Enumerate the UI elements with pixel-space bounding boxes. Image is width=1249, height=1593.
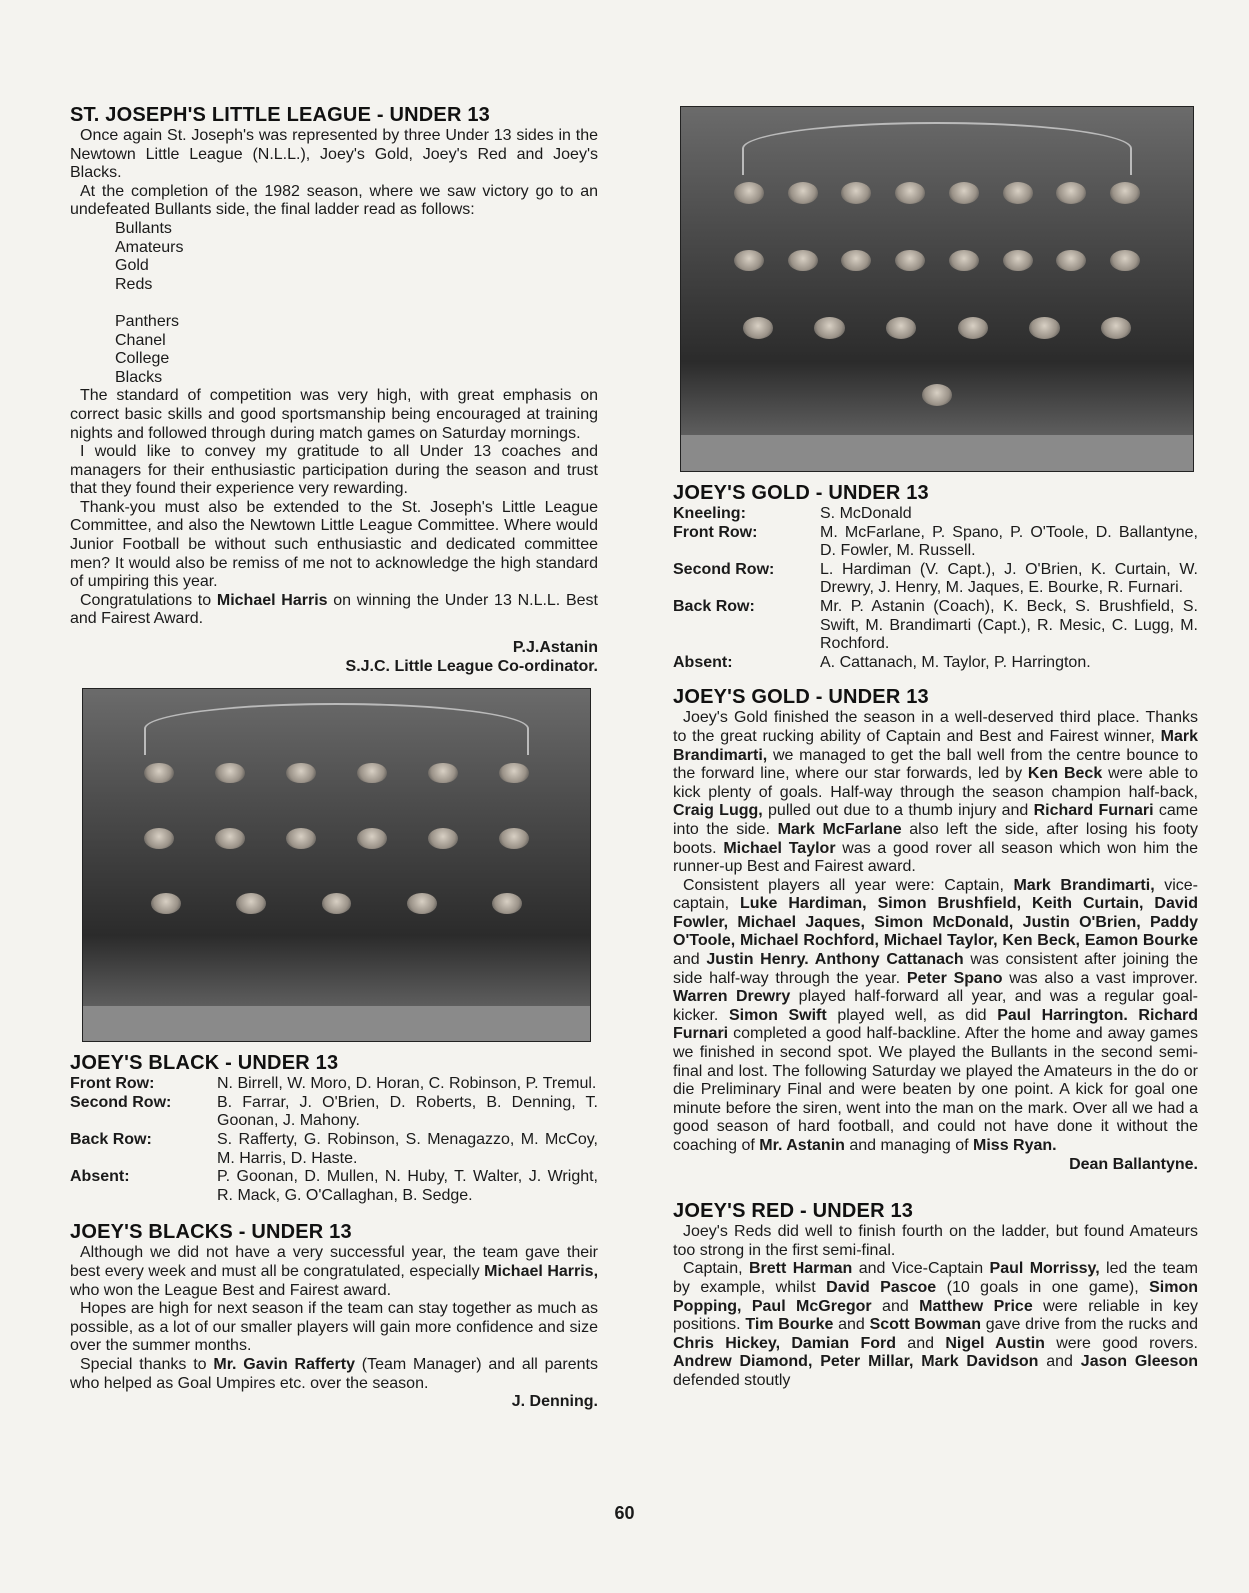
ladder-item: Gold: [115, 257, 149, 275]
bold-name: Paul Morrissy,: [989, 1260, 1100, 1278]
bold-name: David Pascoe: [826, 1278, 937, 1296]
bold-name: Luke Hardiman, Simon Brushfield, Keith Curtain, David Fowler, Michael Jaques, Simon McDonald, Justin O'Brien, Paddy O'Toole, Michael Rochford, Michael Taylor, Ken Beck, Eamon Bourke: [673, 895, 1198, 950]
red-paragraph-1: Joey's Reds did well to finish fourth on the ladder, but found Amateurs too strong in the first semi-final.: [673, 1223, 1198, 1259]
bold-name: Nigel Austin: [945, 1334, 1045, 1352]
blacks-team-photo: [82, 688, 591, 1042]
text-run: vice-captain,: [673, 876, 1198, 913]
roster-value: A. Cattanach, M. Taylor, P. Harrington.: [820, 653, 1091, 671]
gold-roster: [673, 505, 1198, 672]
league-title: ST. JOSEPH'S LITTLE LEAGUE - UNDER 13: [70, 104, 490, 126]
roster-label: Absent:: [673, 653, 733, 671]
text-run: (10 goals in one game),: [936, 1278, 1150, 1296]
bold-name: Scott Bowman: [869, 1316, 981, 1334]
roster-label: Front Row:: [70, 1075, 155, 1093]
bold-name: Justin Henry. Anthony Cattanach: [706, 951, 964, 969]
text-run: was a good rover all season which won him the runner-up Best and Fairest award.: [673, 839, 1199, 876]
roster-value: S. McDonald: [820, 505, 912, 522]
gold-report-title: JOEY'S GOLD - UNDER 13: [673, 686, 929, 709]
bold-name: Mark Brandimarti,: [673, 727, 1198, 764]
gold-paragraph-1: [673, 709, 1198, 876]
left-column: [70, 104, 598, 1412]
right-column: [673, 106, 1198, 1391]
text-run: Consistent players all year were: Captain,: [683, 876, 1014, 894]
bold-name: Michael Harris: [216, 591, 328, 609]
text-run: and: [673, 951, 707, 969]
ladder-item: College: [115, 350, 170, 368]
gold-roster-title: JOEY'S GOLD - UNDER 13: [673, 482, 929, 504]
text-run: we managed to get the ball well from the centre bounce to the forward line, where our star forwards, led by: [673, 746, 1198, 783]
photo-floor: [83, 1006, 590, 1041]
gold-signature: Dean Ballantyne.: [1069, 1155, 1198, 1173]
ladder-item: Chanel: [115, 331, 166, 349]
text-run: Captain,: [683, 1260, 749, 1278]
thanks-paragraph: Thank-you must also be extended to the St. Joseph's Little League Committee, and also the Newtown Little League Committee. Where would Junior Football be without such enthusiastic and dedicated committee men? It would also be remiss of me not to acknowledge the high standard of umpiring this year.: [70, 498, 598, 591]
signature-name: P.J.Astanin: [512, 639, 598, 657]
text-run: and: [833, 1316, 870, 1334]
roster-label: Second Row:: [673, 560, 775, 578]
ladder-list: [70, 220, 598, 387]
text-run: was consistent after joining the side half-way through the year.: [673, 951, 1199, 987]
bold-name: Jason Gleeson: [1080, 1353, 1198, 1371]
blacks-paragraph-1: [70, 1244, 598, 1300]
gratitude-paragraph: I would like to convey my gratitude to all Under 13 coaches and managers for their enthusiastic participation during the season and trust that they found their experience very rewarding.: [70, 443, 598, 498]
blacks-report-title: JOEY'S BLACKS - UNDER 13: [70, 1221, 352, 1244]
text-run: on winning the Under 13 N.L.L. Best and Fairest Award.: [70, 591, 598, 628]
roster-value: B. Farrar, J. O'Brien, D. Roberts, B. Denning, T. Goonan, J. Mahony.: [217, 1093, 598, 1130]
red-report-title: JOEY'S RED - UNDER 13: [673, 1200, 914, 1223]
blacks-paragraph-3: [70, 1356, 598, 1393]
ladder-item: Amateurs: [115, 238, 184, 256]
bold-name: Mr. Astanin: [759, 1137, 845, 1154]
ladder-item: Panthers: [115, 312, 180, 330]
ladder-item: Reds: [115, 275, 153, 293]
bold-name: Paul Harrington. Richard Furnari: [673, 1006, 1198, 1043]
text-run: who won the League Best and Fairest award.: [70, 1281, 392, 1299]
bold-name: Matthew Price: [919, 1297, 1033, 1315]
roster-value: S. Rafferty, G. Robinson, S. Menagazzo, M. McCoy, M. Harris, D. Haste.: [217, 1131, 598, 1167]
bold-name: Michael Taylor: [723, 839, 836, 857]
roster-value: P. Goonan, D. Mullen, N. Huby, T. Walter, J. Wright, R. Mack, G. O'Callaghan, B. Sedge.: [217, 1168, 598, 1204]
roster-value: N. Birrell, W. Moro, D. Horan, C. Robinson, P. Tremul.: [217, 1075, 597, 1093]
roster-value: L. Hardiman (V. Capt.), J. O'Brien, K. Curtain, W. Drewry, J. Henry, M. Jaques, E. Bourke, R. Furnari.: [820, 560, 1198, 597]
text-run: and Vice-Captain: [852, 1260, 990, 1278]
text-run: defended stoutly: [673, 1371, 791, 1389]
text-run: Special thanks to: [80, 1355, 214, 1373]
bold-name: Brett Harman: [749, 1260, 853, 1278]
congrats-paragraph: [70, 592, 598, 629]
roster-label: Back Row:: [70, 1131, 152, 1148]
bold-name: Miss Ryan.: [973, 1137, 1057, 1154]
ladder-item: Blacks: [115, 368, 163, 386]
signature-role: S.J.C. Little League Co-ordinator.: [345, 657, 598, 675]
text-run: Although we did not have a very successful year, the team gave their best every week and must all be congratulated, especially: [70, 1244, 598, 1280]
ladder-item: Bullants: [115, 219, 172, 237]
roster-label: Absent:: [70, 1168, 130, 1186]
photo-floor: [681, 435, 1193, 471]
bold-name: Simon Popping, Paul McGregor: [673, 1278, 1198, 1315]
text-run: and: [896, 1334, 946, 1352]
text-run: were reliable in key positions.: [673, 1297, 1198, 1334]
text-run: pulled out due to a thumb injury and: [762, 802, 1034, 820]
text-run: completed a good half-backline. After the home and away games we finished in second spot. We played the Bullants in the second semi-final and lost. The following Saturday we played the Amateurs in the do or die Preliminary Final and were beaten by one point. A kick for goal one minute before the siren, went into the man on the mark. Over all we had a good season of hard football, and could not have done it without the coaching of: [673, 1025, 1198, 1154]
roster-value: Mr. P. Astanin (Coach), K. Beck, S. Brushfield, S. Swift, M. Brandimarti (Capt.), R. Mesic, C. Lugg, M. Rochford.: [820, 597, 1198, 653]
roster-label: Back Row:: [673, 597, 755, 615]
page-number: 60: [614, 1503, 635, 1523]
black-roster-title: JOEY'S BLACK - UNDER 13: [70, 1052, 339, 1075]
text-run: were good rovers.: [1044, 1334, 1198, 1352]
photo-rows: [722, 165, 1152, 434]
bold-name: Peter Spano: [906, 969, 1003, 987]
text-run: also left the side, after losing his footy boots.: [673, 820, 1198, 857]
photo-rows: [124, 746, 550, 1007]
bold-name: Michael Harris,: [484, 1262, 599, 1280]
blacks-paragraph-2: Hopes are high for next season if the team can stay together as much as possible, as a lot of our smaller players will gain more confidence and size over the summer months.: [70, 1300, 598, 1355]
text-run: came into the side.: [673, 802, 1198, 838]
bold-name: Mark Brandimarti,: [1013, 876, 1155, 894]
black-roster: [70, 1075, 598, 1205]
roster-label: Second Row:: [70, 1093, 172, 1111]
bold-name: Mr. Gavin Rafferty: [213, 1355, 355, 1373]
bold-name: Craig Lugg,: [673, 802, 763, 820]
text-run: and: [1038, 1353, 1081, 1371]
text-run: led the team by example, whilst: [673, 1260, 1199, 1296]
roster-label: Kneeling:: [673, 505, 746, 522]
bold-name: Tim Bourke: [745, 1316, 834, 1334]
text-run: gave drive from the rucks and: [980, 1316, 1198, 1334]
text-run: and managing of: [844, 1137, 974, 1154]
standard-paragraph: The standard of competition was very high, with great emphasis on correct basic skills and good sportsmanship being encouraged at training nights and followed through during match games on Saturday mornings.: [70, 387, 598, 442]
bold-name: Andrew Diamond, Peter Millar, Mark Davidson: [673, 1353, 1039, 1371]
blacks-signature: J. Denning.: [511, 1393, 598, 1411]
text-run: was also a vast improver.: [1002, 969, 1198, 987]
roster-value: M. McFarlane, P. Spano, P. O'Toole, D. Ballantyne, D. Fowler, M. Russell.: [820, 523, 1198, 560]
gold-paragraph-2: [673, 877, 1198, 1156]
ladder-gap: [115, 294, 598, 313]
bold-name: Chris Hickey, Damian Ford: [673, 1334, 896, 1352]
text-run: Joey's Gold finished the season in a well-deserved third place. Thanks to the great rucking ability of Captain and Best and Fairest winner,: [673, 709, 1198, 745]
text-run: Congratulations to: [80, 591, 217, 609]
bold-name: Richard Furnari: [1033, 802, 1154, 820]
red-paragraph-2: [673, 1260, 1198, 1390]
text-run: and: [871, 1297, 920, 1315]
season-paragraph: At the completion of the 1982 season, where we saw victory go to an undefeated Bullants side, the final ladder read as follows:: [70, 182, 598, 219]
text-run: were able to kick plenty of goals. Half-way through the season champion half-back,: [673, 765, 1199, 801]
bold-name: Simon Swift: [728, 1006, 827, 1024]
text-run: (Team Manager) and all parents who helped as Goal Umpires etc. over the season.: [70, 1355, 598, 1392]
bold-name: Warren Drewry: [673, 988, 791, 1006]
gold-team-photo: [680, 106, 1194, 472]
bold-name: Ken Beck: [1027, 765, 1103, 783]
text-run: played half-forward all year, and was a regular goal-kicker.: [673, 988, 1198, 1024]
bold-name: Mark McFarlane: [777, 820, 902, 838]
text-run: played well, as did: [826, 1006, 998, 1024]
roster-label: Front Row:: [673, 523, 758, 541]
intro-paragraph: Once again St. Joseph's was represented by three Under 13 sides in the Newtown Little League (N.L.L.), Joey's Gold, Joey's Red and Joey's Blacks.: [70, 127, 598, 182]
